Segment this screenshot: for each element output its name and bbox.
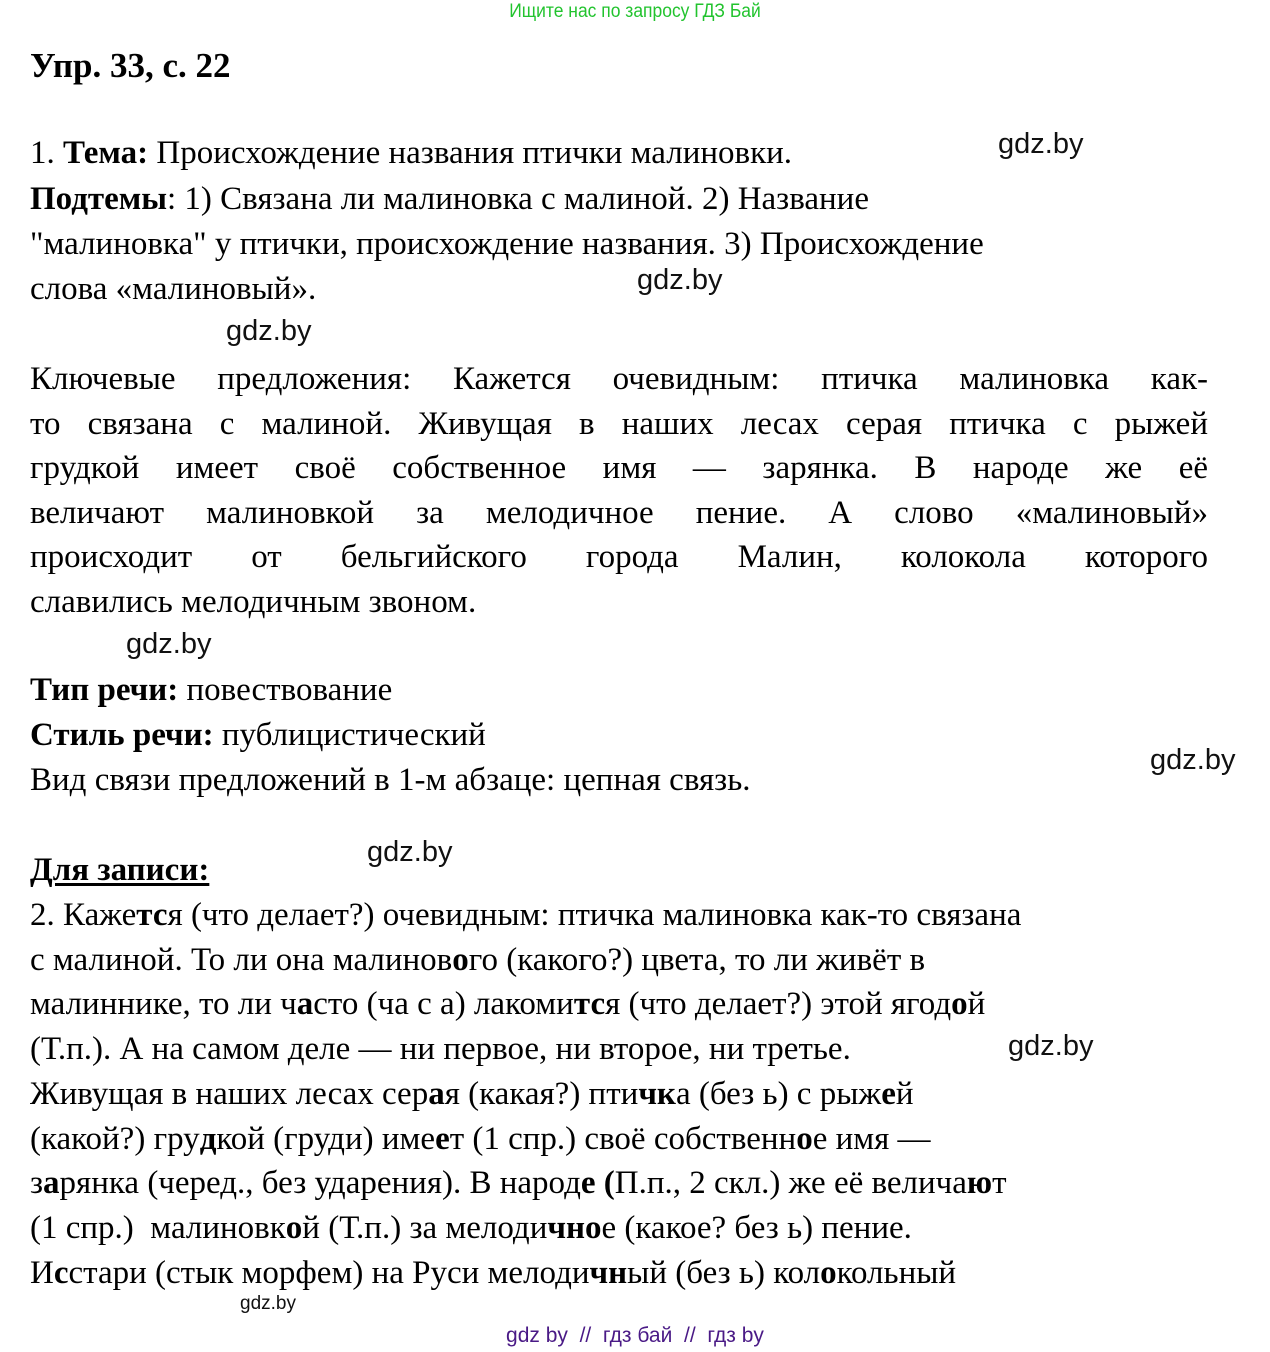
- exercise-title: Упр. 33, с. 22: [30, 46, 231, 85]
- connection-type-line: Вид связи предложений в 1-м абзаце: цепная связь.: [30, 762, 751, 798]
- highlighted-letters: чн: [589, 1254, 628, 1291]
- text-run: П.п., 2 скл.) же её велича: [614, 1165, 967, 1202]
- text-run: И: [30, 1254, 54, 1291]
- theme-line: [30, 131, 792, 175]
- watermark: gdz.by: [1150, 744, 1236, 776]
- text-run: а (без ь) с рыж: [675, 1075, 882, 1112]
- for-writing-lines: [30, 893, 1021, 1295]
- highlighted-letters: о: [951, 986, 968, 1023]
- text-run: й: [967, 986, 986, 1023]
- watermark: gdz.by: [637, 264, 723, 296]
- for-writing-line: [30, 1117, 1021, 1162]
- highlighted-letters: тс: [136, 897, 168, 933]
- subthemes-label: Подтемы: [30, 181, 168, 217]
- speech-style-value: публицистический: [213, 717, 486, 753]
- text-run: т: [992, 1165, 1007, 1202]
- text-run: го (какого?) цвета, то ли живёт в: [468, 941, 926, 978]
- highlighted-letters: а: [43, 1165, 60, 1202]
- text-run: з: [30, 1165, 44, 1202]
- key-sentences-paragraph: [30, 357, 1208, 624]
- text-run: е (какое? без ь) пение.: [601, 1209, 912, 1246]
- highlighted-letters: е: [881, 1075, 896, 1112]
- theme-text: Происхождение названия птички малиновки.: [148, 135, 793, 171]
- highlighted-letters: о: [452, 941, 469, 978]
- speech-type-line: [30, 668, 392, 712]
- subthemes-text: : 1) Связана ли малиновка с малиной. 2) Название: [167, 181, 869, 217]
- key-sentences-line: грудкой имеет своё собственное имя — зарянка. В народе же её: [30, 450, 1208, 486]
- for-writing-line: [30, 1251, 1021, 1296]
- text-run: й: [895, 1075, 914, 1112]
- watermark: gdz.by: [240, 1293, 296, 1314]
- highlighted-letters: е: [435, 1120, 450, 1157]
- text-run: (1 спр.) малиновк: [30, 1209, 286, 1246]
- text-run: стари (стык морфем) на Руси мелоди: [68, 1254, 590, 1291]
- speech-style-line: [30, 713, 486, 757]
- promo-banner-bottom: gdz by // гдз бай // гдз by: [506, 1324, 764, 1347]
- text-run: с малиной. То ли она малинов: [30, 941, 453, 978]
- subthemes-line-1: [30, 177, 869, 221]
- highlighted-letters: д: [199, 1120, 217, 1157]
- key-sentences-line: славились мелодичным звоном.: [30, 583, 477, 620]
- highlighted-letters: о: [820, 1254, 837, 1291]
- watermark: gdz.by: [998, 128, 1084, 160]
- highlighted-letters: ю: [966, 1165, 993, 1202]
- key-sentences-line: Ключевые предложения: Кажется очевидным: птичка малиновка как-: [30, 361, 1208, 397]
- for-writing-line: [30, 1027, 1021, 1072]
- text-run: я (какая?) пти: [444, 1075, 639, 1112]
- watermark: gdz.by: [126, 628, 212, 660]
- text-run: кольный: [836, 1254, 957, 1291]
- watermark: gdz.by: [367, 836, 453, 868]
- highlighted-letters: а: [296, 986, 314, 1023]
- for-writing-line: [30, 1072, 1021, 1117]
- highlighted-letters: о: [285, 1209, 303, 1246]
- highlighted-letters: с: [53, 1254, 69, 1291]
- highlighted-letters: о: [796, 1120, 813, 1157]
- speech-type-value: повествование: [178, 672, 393, 708]
- key-sentences-line: то связана с малиной. Живущая в наших лесах серая птичка с рыжей: [30, 405, 1208, 442]
- text-run: кой (груди) име: [216, 1120, 436, 1157]
- text-run: рянка (черед., без ударения). В народ: [59, 1165, 581, 1202]
- text-run: е имя —: [812, 1120, 931, 1157]
- for-writing-line: [30, 938, 1021, 983]
- for-writing-line: [30, 893, 1021, 938]
- highlighted-letters: а: [428, 1075, 445, 1112]
- text-run: я (что делает?) этой ягод: [605, 986, 952, 1023]
- for-writing-line: [30, 982, 1021, 1027]
- subthemes-line-3: слова «малиновый».: [30, 271, 317, 307]
- text-run: сто (ча с а) лакоми: [313, 986, 574, 1023]
- promo-banner-top: Ищите нас по запросу ГДЗ Бай: [509, 1, 761, 22]
- highlighted-letters: чк: [638, 1075, 676, 1112]
- text-run: (Т.п.). А на самом деле — ни первое, ни второе, ни третье.: [30, 1031, 851, 1068]
- speech-style-label: Стиль речи:: [30, 717, 214, 753]
- text-run: (какой?) гру: [30, 1120, 200, 1157]
- watermark: gdz.by: [226, 315, 312, 347]
- text-run: й (Т.п.) за мелоди: [302, 1209, 548, 1246]
- highlighted-letters: тс: [573, 986, 606, 1023]
- for-writing-text: [30, 893, 1021, 1295]
- text-run: ый (без ь) кол: [627, 1254, 821, 1291]
- text-run: я (что делает?) очевидным: птичка малиновка как-то связана: [167, 897, 1022, 933]
- watermark: gdz.by: [1008, 1030, 1094, 1062]
- text-run: т (1 спр.) своё собственн: [449, 1120, 797, 1157]
- speech-type-label: Тип речи:: [30, 672, 179, 708]
- text-run: Живущая в наших лесах сер: [30, 1075, 429, 1112]
- highlighted-letters: чно: [547, 1209, 602, 1246]
- text-run: 2. Каже: [30, 897, 137, 933]
- subthemes-line-2: "малиновка" у птички, происхождение названия. 3) Происхождение: [30, 226, 984, 262]
- for-writing-line: [30, 1206, 1021, 1251]
- for-writing-line: [30, 1161, 1021, 1206]
- key-sentences-line: величают малиновкой за мелодичное пение. А слово «малиновый»: [30, 494, 1208, 531]
- key-sentences-line: происходит от бельгийского города Малин, колокола которого: [30, 539, 1208, 575]
- theme-label: Тема:: [63, 135, 149, 171]
- for-writing-heading: Для записи:: [30, 852, 210, 888]
- theme-number: 1.: [30, 135, 63, 171]
- highlighted-letters: е (: [580, 1165, 615, 1202]
- text-run: малиннике, то ли ч: [30, 986, 297, 1023]
